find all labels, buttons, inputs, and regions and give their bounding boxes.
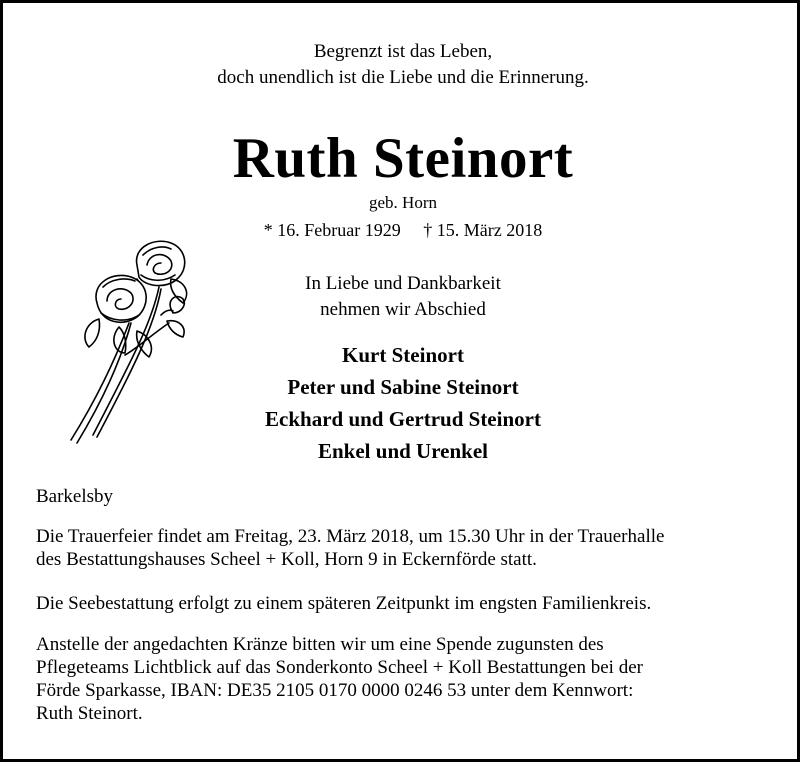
farewell-line-2: nehmen wir Abschied [320,299,486,320]
death-date: † 15. März 2018 [423,220,543,240]
place: Barkelsby [36,486,114,507]
farewell-text [3,271,800,323]
birth-date: * 16. Februar 1929 [263,220,401,240]
donation-line-1: Anstelle der angedachten Kränze bitten wir um eine Spende zugunsten des [36,634,604,655]
mourner-name: Peter und Sabine Steinort [287,375,519,399]
donation-line-4: Ruth Steinort. [36,703,143,724]
maiden-name: geb. Horn [369,193,437,212]
funeral-service-line-1: Die Trauerfeier findet am Freitag, 23. März 2018, um 15.30 Uhr in der Trauerhalle [36,526,665,547]
mourner-name: Eckhard und Gertrud Steinort [265,407,541,431]
farewell-line-1: In Liebe und Dankbarkeit [305,273,501,294]
deceased-name: Ruth Steinort [232,127,574,190]
donation-line-3: Förde Sparkasse, IBAN: DE35 2105 0170 0000 0246 53 unter dem Kennwort: [36,680,634,701]
donation-line-2: Pflegeteams Lichtblick auf das Sonderkonto Scheel + Koll Bestattungen bei der [36,657,643,678]
funeral-service-paragraph [36,525,772,571]
motto-line-2: doch unendlich ist die Liebe und die Erinnerung. [217,67,589,88]
donation-paragraph [36,633,772,725]
motto-line-1: Begrenzt ist das Leben, [313,41,493,62]
mourner-name: Enkel und Urenkel [318,439,488,463]
mourner-name: Kurt Steinort [342,343,464,367]
mourners-list [3,339,800,467]
motto [3,39,800,91]
funeral-service-line-2: des Bestattungshauses Scheel + Koll, Horn 9 in Eckernförde statt. [36,549,537,570]
sea-burial-paragraph: Die Seebestattung erfolgt zu einem späteren Zeitpunkt im engsten Familienkreis. [36,593,652,614]
